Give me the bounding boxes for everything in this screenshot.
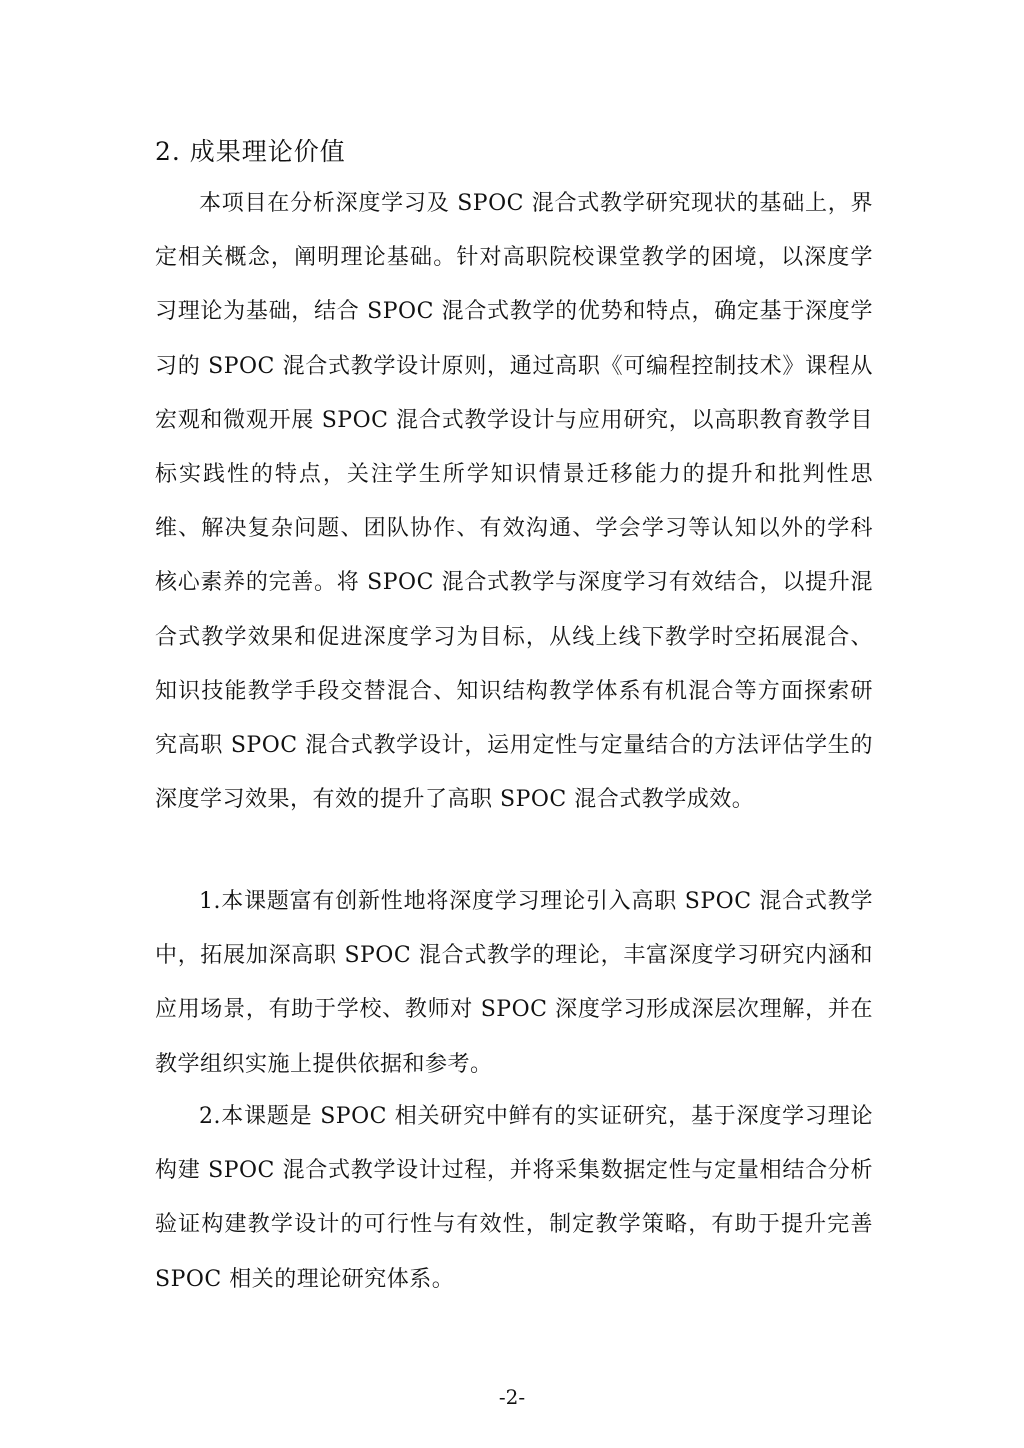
section-heading: 2. 成果理论价值 xyxy=(155,137,346,166)
page-number: -2- xyxy=(498,1385,526,1409)
body-paragraph-point-2: 2.本课题是 SPOC 相关研究中鲜有的实证研究，基于深度学习理论构建 SPOC 混合式教学设计过程，并将采集数据定性与定量相结合分析验证构建教学设计的可行性与有效性，制定教学策略，有助于提升完善 SPOC 相关的理论研究体系。 xyxy=(155,1104,873,1292)
body-paragraph-overview: 本项目在分析深度学习及 SPOC 混合式教学研究现状的基础上，界定相关概念，阐明理论基础。针对高职院校课堂教学的困境，以深度学习理论为基础，结合 SPOC 混合式教学的优势和特点，确定基于深度学习的 SPOC 混合式教学设计原则，通过高职《可编程控制技术》课程从宏观和微观开展 SPOC 混合式教学设计与应用研究，以高职教育教学目标实践性的特点，关注学生所学知识情景迁移能力的提升和批判性思维、解决复杂问题、团队协作、有效沟通、学会学习等认知以外的学科核心素养的完善。将 SPOC 混合式教学与深度学习有效结合，以提升混合式教学效果和促进深度学习为目标，从线上线下教学时空拓展混合、知识技能教学手段交替混合、知识结构教学体系有机混合等方面探索研究高职 SPOC 混合式教学设计，运用定性与定量结合的方法评估学生的深度学习效果，有效的提升了高职 SPOC 混合式教学成效。 xyxy=(155,191,873,813)
body-paragraph-point-1: 1.本课题富有创新性地将深度学习理论引入高职 SPOC 混合式教学中，拓展加深高职 SPOC 混合式教学的理论，丰富深度学习研究内涵和应用场景，有助于学校、教师对 SPOC 深度学习形成深层次理解，并在教学组织实施上提供依据和参考。 xyxy=(155,889,873,1077)
